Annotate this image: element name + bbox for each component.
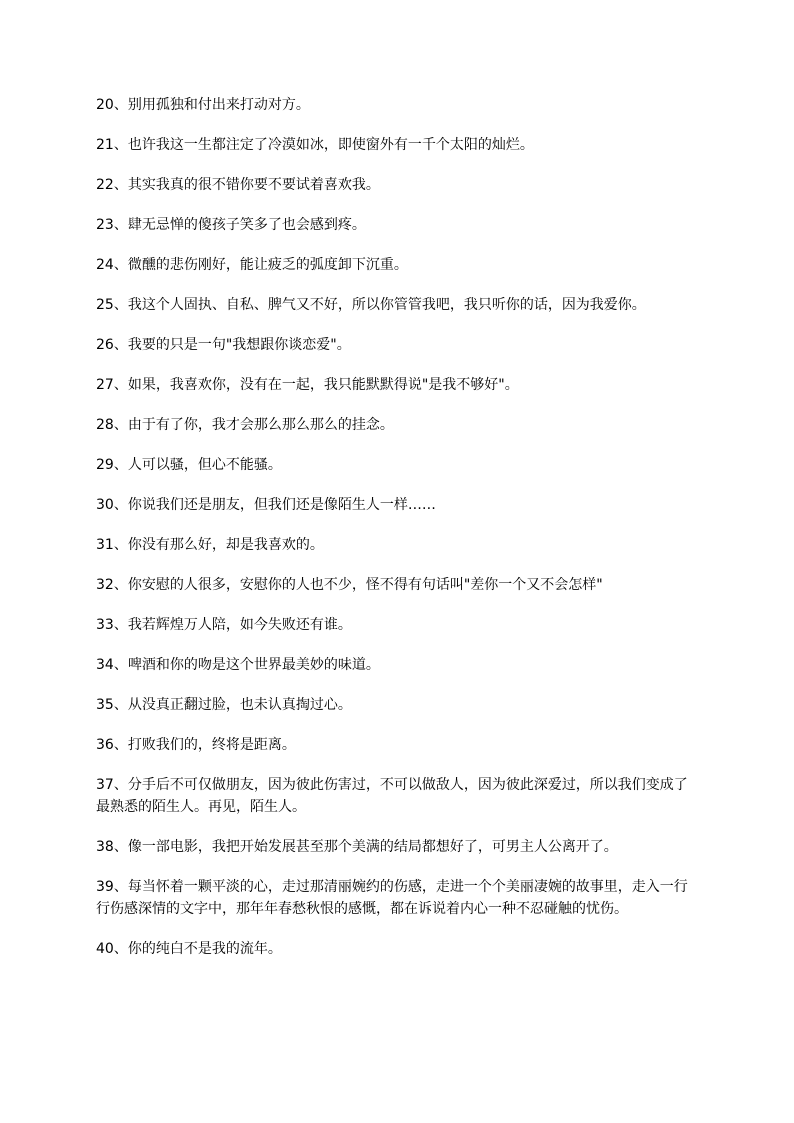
list-item: 26、我要的只是一句"我想跟你谈恋爱"。	[96, 337, 351, 353]
list-item: 35、从没真正翻过脸，也未认真掏过心。	[96, 697, 352, 713]
list-item: 39、每当怀着一颗平淡的心，走过那清丽婉约的伤感，走进一个个美丽凄婉的故事里，走入一行行伤感深情的文字中，那年年春愁秋恨的感慨，都在诉说着内心一种不忍碰触的忧伤。	[96, 879, 688, 917]
list-item: 36、打败我们的，终将是距离。	[96, 737, 296, 753]
list-item: 24、微醺的悲伤刚好，能让疲乏的弧度卸下沉重。	[96, 257, 408, 273]
list-item: 30、你说我们还是朋友，但我们还是像陌生人一样……	[96, 497, 436, 513]
list-item: 34、啤酒和你的吻是这个世界最美妙的味道。	[96, 657, 380, 673]
list-item: 22、其实我真的很不错你要不要试着喜欢我。	[96, 177, 380, 193]
list-item: 32、你安慰的人很多，安慰你的人也不少，怪不得有句话叫"差你一个又不会怎样"	[96, 577, 603, 593]
list-item: 38、像一部电影，我把开始发展甚至那个美满的结局都想好了，可男主人公离开了。	[96, 839, 618, 855]
list-item: 40、你的纯白不是我的流年。	[96, 941, 282, 957]
list-item: 27、如果，我喜欢你，没有在一起，我只能默默得说"是我不够好"。	[96, 377, 519, 393]
list-item: 21、也许我这一生都注定了冷漠如冰，即使窗外有一千个太阳的灿烂。	[96, 137, 534, 153]
list-item: 28、由于有了你，我才会那么那么那么的挂念。	[96, 417, 394, 433]
list-item: 31、你没有那么好，却是我喜欢的。	[96, 537, 324, 553]
list-item: 33、我若辉煌万人陪，如今失败还有谁。	[96, 617, 352, 633]
list-item: 29、人可以骚，但心不能骚。	[96, 457, 282, 473]
list-item: 23、肆无忌惮的傻孩子笑多了也会感到疼。	[96, 217, 366, 233]
list-item: 37、分手后不可仅做朋友，因为彼此伤害过，不可以做敌人，因为彼此深爱过，所以我们变成了最熟悉的陌生人。再见，陌生人。	[96, 777, 688, 815]
document-body	[96, 94, 696, 978]
list-item: 25、我这个人固执、自私、脾气又不好，所以你管管我吧，我只听你的话，因为我爱你。	[96, 297, 646, 313]
list-item: 20、别用孤独和付出来打动对方。	[96, 97, 310, 113]
